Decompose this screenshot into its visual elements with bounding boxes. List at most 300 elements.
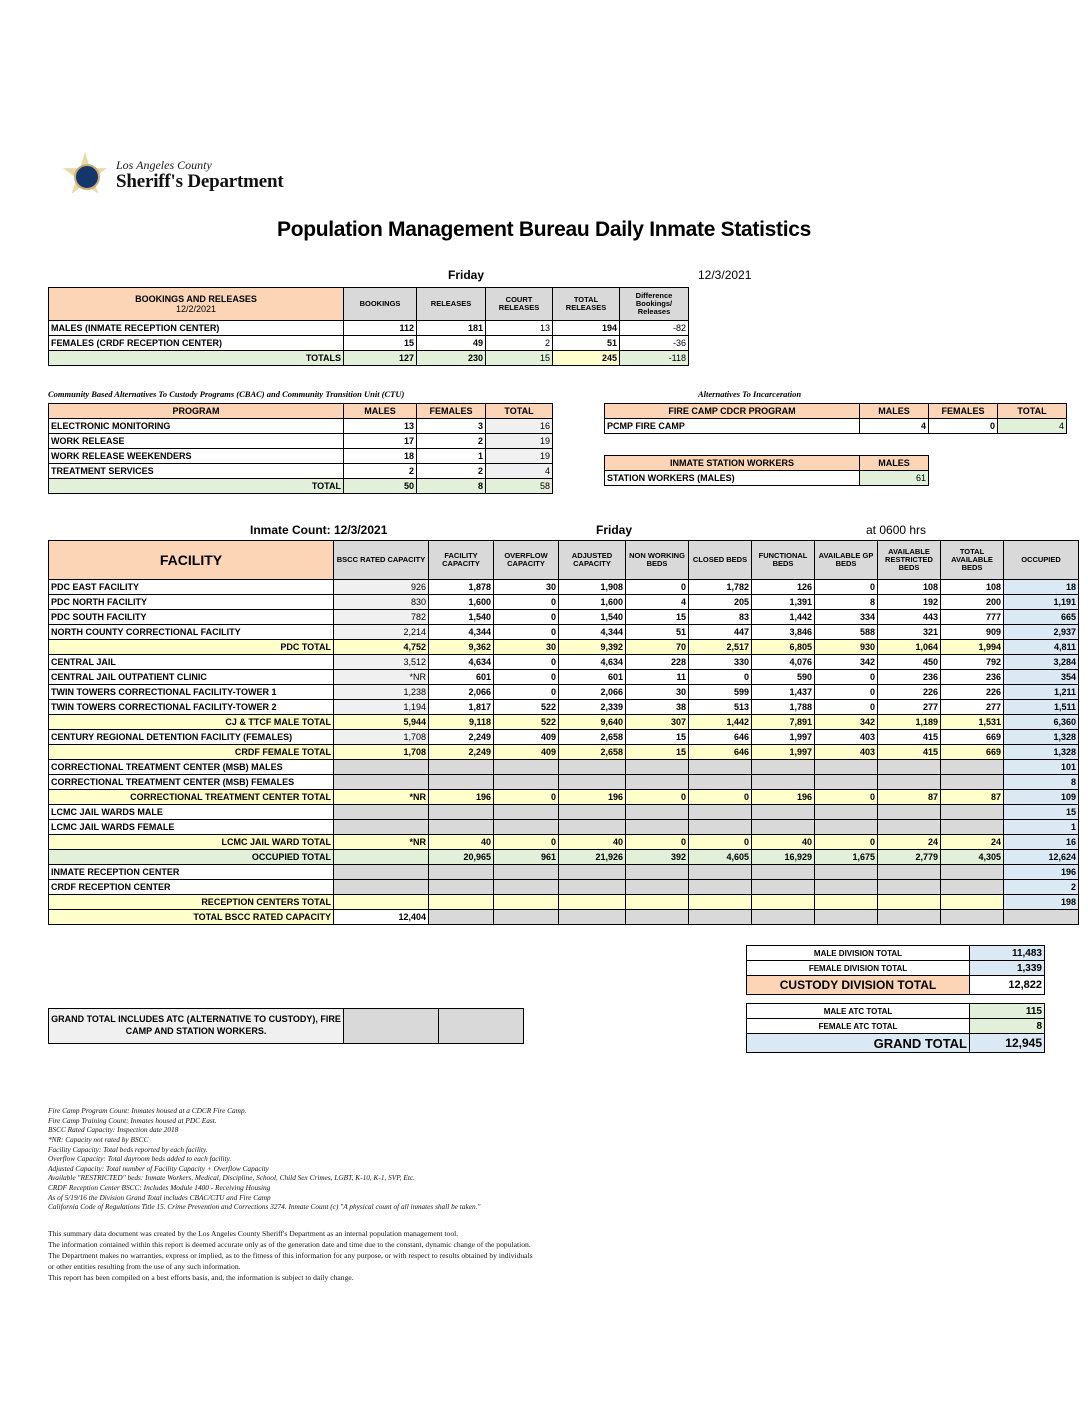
cell-nonworking: 15 xyxy=(626,730,689,745)
disclaimer xyxy=(48,1228,768,1283)
cell-overflow: 0 xyxy=(494,835,559,850)
cell-overflow xyxy=(494,760,559,775)
col-bscc: BSCC RATED CAPACITY xyxy=(334,541,429,580)
cell-releases: 181 xyxy=(417,321,486,336)
table-row-totals xyxy=(49,351,689,366)
cell-overflow: 0 xyxy=(494,655,559,670)
facility-name: LCMC JAIL WARDS FEMALE xyxy=(49,820,334,835)
cell-total-available xyxy=(941,805,1004,820)
totals-label: TOTALS xyxy=(49,351,344,366)
cell-nonworking: 307 xyxy=(626,715,689,730)
facility-name: PDC NORTH FACILITY xyxy=(49,595,334,610)
cell-functional: 1,437 xyxy=(752,685,815,700)
col-functional-beds: FUNCTIONAL BEDS xyxy=(752,541,815,580)
cell-facility-capacity: 601 xyxy=(429,670,494,685)
footnote-line: *NR: Capacity not rated by BSCC xyxy=(48,1134,149,1144)
cell-functional xyxy=(752,760,815,775)
cell-functional xyxy=(752,805,815,820)
cell-males: 4 xyxy=(860,419,929,434)
totals-total: 245 xyxy=(553,351,620,366)
facility-name: CRDF RECEPTION CENTER xyxy=(49,880,334,895)
cell-bscc xyxy=(334,775,429,790)
table-row xyxy=(49,805,1079,820)
cell-facility-capacity xyxy=(429,820,494,835)
cell-occupied: 109 xyxy=(1004,790,1079,805)
cell-facility-capacity: 1,600 xyxy=(429,595,494,610)
cell-occupied: 15 xyxy=(1004,805,1079,820)
cell-facility-capacity xyxy=(429,895,494,910)
cell-closed: 4,605 xyxy=(689,850,752,865)
cell-total-available: 108 xyxy=(941,580,1004,595)
totals-diff: -118 xyxy=(620,351,689,366)
cell-total: 19 xyxy=(486,449,553,464)
cell-bscc: 782 xyxy=(334,610,429,625)
facility-name: INMATE RECEPTION CENTER xyxy=(49,865,334,880)
cell-facility-capacity xyxy=(429,910,494,925)
cell-occupied: 3,284 xyxy=(1004,655,1079,670)
cell-total-available: 236 xyxy=(941,670,1004,685)
table-row xyxy=(49,715,1079,730)
cell-functional xyxy=(752,910,815,925)
agency-logo xyxy=(62,152,284,198)
facility-name: NORTH COUNTY CORRECTIONAL FACILITY xyxy=(49,625,334,640)
cell-adjusted: 9,640 xyxy=(559,715,626,730)
cell-nonworking: 15 xyxy=(626,745,689,760)
cell-total: 4 xyxy=(486,464,553,479)
cell-total-available xyxy=(941,775,1004,790)
male-division-total-label: MALE DIVISION TOTAL xyxy=(747,946,970,961)
cell-gp xyxy=(815,910,878,925)
cell-adjusted: 21,926 xyxy=(559,850,626,865)
grand-note-text: GRAND TOTAL INCLUDES ATC (ALTERNATIVE TO CUSTODY), FIRE CAMP AND STATION WORKERS. xyxy=(49,1009,344,1044)
facility-name: PDC TOTAL xyxy=(49,640,334,655)
cell-overflow: 30 xyxy=(494,580,559,595)
firecamp-table xyxy=(604,403,1067,434)
footnote-line: Fire Camp Training Count: Inmates housed at PDC East. xyxy=(48,1115,217,1125)
cell-closed xyxy=(689,880,752,895)
cell-gp xyxy=(815,895,878,910)
cell-nonworking: 4 xyxy=(626,595,689,610)
col-total: TOTAL xyxy=(998,404,1067,419)
cell-nonworking: 70 xyxy=(626,640,689,655)
grand-total-label: GRAND TOTAL xyxy=(747,1034,970,1053)
division-totals-table xyxy=(746,945,1045,995)
row-label: FEMALES (CRDF RECEPTION CENTER) xyxy=(49,336,344,351)
cell-functional: 1,442 xyxy=(752,610,815,625)
cell-restricted: 226 xyxy=(878,685,941,700)
custody-division-total-label: CUSTODY DIVISION TOTAL xyxy=(747,976,970,995)
col-available-restricted-beds: AVAILABLE RESTRICTED BEDS xyxy=(878,541,941,580)
cell-bscc xyxy=(334,895,429,910)
cell-occupied: 2 xyxy=(1004,880,1079,895)
cell-occupied: 101 xyxy=(1004,760,1079,775)
col-station-workers: INMATE STATION WORKERS xyxy=(605,456,860,471)
cell-total-available xyxy=(941,880,1004,895)
cell-closed: 646 xyxy=(689,730,752,745)
cell-gp: 403 xyxy=(815,730,878,745)
cell-adjusted xyxy=(559,805,626,820)
table-row xyxy=(49,820,1079,835)
col-facility: FACILITY xyxy=(49,541,334,580)
cell-closed: 330 xyxy=(689,655,752,670)
totals-females: 8 xyxy=(417,479,486,494)
cell-facility-capacity: 1,817 xyxy=(429,700,494,715)
cell-diff: -36 xyxy=(620,336,689,351)
table-row xyxy=(49,336,689,351)
cell-nonworking xyxy=(626,760,689,775)
cell-bscc: 926 xyxy=(334,580,429,595)
totals-total: 58 xyxy=(486,479,553,494)
table-row xyxy=(49,835,1079,850)
cell-functional: 40 xyxy=(752,835,815,850)
cell-functional xyxy=(752,775,815,790)
female-atc-total-label: FEMALE ATC TOTAL xyxy=(747,1019,970,1034)
cell-closed: 205 xyxy=(689,595,752,610)
cell-total-available xyxy=(941,865,1004,880)
cell-total-available: 669 xyxy=(941,730,1004,745)
cell-restricted: 87 xyxy=(878,790,941,805)
cell-occupied: 1,511 xyxy=(1004,700,1079,715)
grand-total-note xyxy=(48,1008,524,1044)
cell-total-available: 1,531 xyxy=(941,715,1004,730)
table-row xyxy=(49,449,553,464)
cell-nonworking: 228 xyxy=(626,655,689,670)
cell-occupied: 1,211 xyxy=(1004,685,1079,700)
cell-occupied: 6,360 xyxy=(1004,715,1079,730)
table-row xyxy=(49,685,1079,700)
cell-facility-capacity xyxy=(429,805,494,820)
cell-adjusted: 1,600 xyxy=(559,595,626,610)
facility-name: CORRECTIONAL TREATMENT CENTER TOTAL xyxy=(49,790,334,805)
table-row xyxy=(747,1019,1045,1034)
male-atc-total-value: 115 xyxy=(970,1004,1045,1019)
bookings-date: 12/3/2021 xyxy=(698,268,752,282)
cell-adjusted: 2,658 xyxy=(559,745,626,760)
cell-closed xyxy=(689,895,752,910)
cell-closed: 83 xyxy=(689,610,752,625)
cell-males: 13 xyxy=(344,419,417,434)
cell-adjusted: 601 xyxy=(559,670,626,685)
cell-adjusted: 4,344 xyxy=(559,625,626,640)
cell-functional: 16,929 xyxy=(752,850,815,865)
cell-functional: 1,788 xyxy=(752,700,815,715)
col-males: MALES xyxy=(344,404,417,419)
cell-overflow xyxy=(494,880,559,895)
cell-adjusted: 2,066 xyxy=(559,685,626,700)
cell-nonworking xyxy=(626,820,689,835)
female-division-total-value: 1,339 xyxy=(970,961,1045,976)
cell-restricted: 1,064 xyxy=(878,640,941,655)
cell-facility-capacity xyxy=(429,775,494,790)
cell-total-available: 1,994 xyxy=(941,640,1004,655)
table-row-totals xyxy=(49,479,553,494)
cell-occupied: 18 xyxy=(1004,580,1079,595)
station-workers-table xyxy=(604,455,929,486)
table-row xyxy=(747,946,1045,961)
cell-adjusted: 2,339 xyxy=(559,700,626,715)
cell-bscc xyxy=(334,880,429,895)
col-releases: RELEASES xyxy=(417,288,486,321)
table-row xyxy=(747,1034,1045,1053)
cell-overflow: 409 xyxy=(494,745,559,760)
cell-closed: 0 xyxy=(689,670,752,685)
footnote-line: California Code of Regulations Title 15. Crime Prevention and Corrections 3274. Inmate Count (c) "A physical count of all inmates shall be taken." xyxy=(48,1202,481,1212)
cell-closed: 599 xyxy=(689,685,752,700)
cell-closed: 0 xyxy=(689,835,752,850)
table-row xyxy=(49,895,1079,910)
cell-adjusted xyxy=(559,760,626,775)
table-row xyxy=(49,640,1079,655)
cell-functional: 1,997 xyxy=(752,730,815,745)
facility-name: CRDF FEMALE TOTAL xyxy=(49,745,334,760)
cell-functional xyxy=(752,895,815,910)
cell-total-available: 24 xyxy=(941,835,1004,850)
facility-name: TWIN TOWERS CORRECTIONAL FACILITY-TOWER 1 xyxy=(49,685,334,700)
sheriff-star-icon xyxy=(62,152,108,198)
cell-gp xyxy=(815,805,878,820)
cell-gp: 8 xyxy=(815,595,878,610)
cell-gp: 0 xyxy=(815,835,878,850)
facility-time: at 0600 hrs xyxy=(866,523,927,537)
cell-occupied: 4,811 xyxy=(1004,640,1079,655)
cell-closed: 1,782 xyxy=(689,580,752,595)
table-row xyxy=(747,1004,1045,1019)
cell-closed: 646 xyxy=(689,745,752,760)
facility-table xyxy=(48,540,1079,925)
table-row xyxy=(49,655,1079,670)
footnote-line: Overflow Capacity: Total dayroom beds added to each facility. xyxy=(48,1154,232,1164)
cell-restricted: 1,189 xyxy=(878,715,941,730)
table-row xyxy=(747,961,1045,976)
col-available-gp-beds: AVAILABLE GP BEDS xyxy=(815,541,878,580)
cell-total: 51 xyxy=(553,336,620,351)
cell-total-available: 277 xyxy=(941,700,1004,715)
cell-bscc: *NR xyxy=(334,670,429,685)
cell-restricted: 415 xyxy=(878,745,941,760)
table-row xyxy=(49,464,553,479)
bookings-day: Friday xyxy=(448,268,485,282)
cell-overflow xyxy=(494,775,559,790)
cell-facility-capacity: 40 xyxy=(429,835,494,850)
cell-gp: 342 xyxy=(815,655,878,670)
cell-closed: 0 xyxy=(689,790,752,805)
cell-total-available: 87 xyxy=(941,790,1004,805)
cell-nonworking: 0 xyxy=(626,835,689,850)
cell-total-available: 792 xyxy=(941,655,1004,670)
cell-restricted xyxy=(878,910,941,925)
cell-nonworking: 30 xyxy=(626,685,689,700)
cell-restricted: 2,779 xyxy=(878,850,941,865)
cell-gp xyxy=(815,820,878,835)
facility-day: Friday xyxy=(596,523,633,537)
cell-bscc: *NR xyxy=(334,835,429,850)
footnote-line: Fire Camp Program Count: Inmates housed at a CDCR Fire Camp. xyxy=(48,1106,247,1115)
facility-name: CJ & TTCF MALE TOTAL xyxy=(49,715,334,730)
cell-total-available xyxy=(941,910,1004,925)
row-label: PCMP FIRE CAMP xyxy=(605,419,860,434)
footnote-line: Facility Capacity: Total beds reported by each facility. xyxy=(48,1144,208,1154)
cell-facility-capacity: 4,634 xyxy=(429,655,494,670)
cell-nonworking xyxy=(626,805,689,820)
cell-occupied: 1 xyxy=(1004,820,1079,835)
male-division-total-value: 11,483 xyxy=(970,946,1045,961)
cell-gp xyxy=(815,760,878,775)
table-row xyxy=(605,419,1067,434)
cell-occupied: 12,624 xyxy=(1004,850,1079,865)
row-label: STATION WORKERS (MALES) xyxy=(605,471,860,486)
table-row xyxy=(49,670,1079,685)
facility-name: RECEPTION CENTERS TOTAL xyxy=(49,895,334,910)
cell-adjusted: 9,392 xyxy=(559,640,626,655)
cell-adjusted: 1,908 xyxy=(559,580,626,595)
cell-occupied: 16 xyxy=(1004,835,1079,850)
cell-closed xyxy=(689,760,752,775)
cell-gp: 0 xyxy=(815,700,878,715)
table-row xyxy=(49,880,1079,895)
cell-releases: 49 xyxy=(417,336,486,351)
cell-functional: 1,997 xyxy=(752,745,815,760)
cell-gp: 0 xyxy=(815,670,878,685)
cell-closed: 1,442 xyxy=(689,715,752,730)
footnotes xyxy=(48,1106,768,1212)
table-row xyxy=(49,321,689,336)
cell-males: 17 xyxy=(344,434,417,449)
row-label: TREATMENT SERVICES xyxy=(49,464,344,479)
cell-restricted: 108 xyxy=(878,580,941,595)
facility-name: CENTRAL JAIL xyxy=(49,655,334,670)
logo-line-1: Los Angeles County xyxy=(116,158,212,172)
cell-nonworking: 392 xyxy=(626,850,689,865)
table-row xyxy=(49,865,1079,880)
cell-closed: 2,517 xyxy=(689,640,752,655)
col-overflow-capacity: OVERFLOW CAPACITY xyxy=(494,541,559,580)
cell-bscc: *NR xyxy=(334,790,429,805)
col-occupied: OCCUPIED xyxy=(1004,541,1079,580)
cell-closed xyxy=(689,910,752,925)
cell-gp xyxy=(815,865,878,880)
cell-total: 194 xyxy=(553,321,620,336)
bookings-table xyxy=(48,287,689,366)
cell-nonworking xyxy=(626,895,689,910)
cell-facility-capacity: 2,249 xyxy=(429,730,494,745)
cell-nonworking: 11 xyxy=(626,670,689,685)
table-row xyxy=(49,580,1079,595)
cell-total-available: 909 xyxy=(941,625,1004,640)
cell-total-available: 669 xyxy=(941,745,1004,760)
cell-bscc: 4,752 xyxy=(334,640,429,655)
cell-overflow: 961 xyxy=(494,850,559,865)
cell-restricted: 443 xyxy=(878,610,941,625)
cell-bscc: 1,708 xyxy=(334,730,429,745)
cell-functional: 4,076 xyxy=(752,655,815,670)
col-total: TOTAL xyxy=(486,404,553,419)
cell-total-available: 4,305 xyxy=(941,850,1004,865)
cbac-table xyxy=(48,403,553,494)
cell-court: 2 xyxy=(486,336,553,351)
table-row xyxy=(747,976,1045,995)
cell-overflow: 0 xyxy=(494,790,559,805)
col-males: MALES xyxy=(860,404,929,419)
cell-occupied: 198 xyxy=(1004,895,1079,910)
cell-restricted: 321 xyxy=(878,625,941,640)
bookings-header-date: 12/2/2021 xyxy=(175,304,217,314)
table-row xyxy=(605,471,929,486)
cell-gp: 930 xyxy=(815,640,878,655)
alt-caption: Alternatives To Incarceration xyxy=(698,389,802,399)
cell-occupied: 354 xyxy=(1004,670,1079,685)
cell-bookings: 15 xyxy=(344,336,417,351)
footnote-line: As of 5/19/16 the Division Grand Total includes CBAC/CTU and Fire Camp xyxy=(48,1192,271,1202)
cell-adjusted: 1,540 xyxy=(559,610,626,625)
cell-restricted xyxy=(878,880,941,895)
cell-total-available xyxy=(941,820,1004,835)
cell-overflow: 30 xyxy=(494,640,559,655)
col-non-working-beds: NON WORKING BEDS xyxy=(626,541,689,580)
cell-restricted: 415 xyxy=(878,730,941,745)
cell-overflow xyxy=(494,805,559,820)
cell-bscc: 12,404 xyxy=(334,910,429,925)
cell-overflow: 409 xyxy=(494,730,559,745)
female-atc-total-value: 8 xyxy=(970,1019,1045,1034)
cell-functional: 126 xyxy=(752,580,815,595)
cell-restricted xyxy=(878,895,941,910)
cell-restricted xyxy=(878,775,941,790)
grand-total-value: 12,945 xyxy=(970,1034,1045,1053)
cell-nonworking: 38 xyxy=(626,700,689,715)
facility-name: PDC SOUTH FACILITY xyxy=(49,610,334,625)
cell-females: 2 xyxy=(417,434,486,449)
cell-gp: 0 xyxy=(815,685,878,700)
footnote-line: Adjusted Capacity: Total number of Facility Capacity + Overflow Capacity xyxy=(48,1163,269,1173)
table-row xyxy=(49,760,1079,775)
table-row xyxy=(49,850,1079,865)
male-atc-total-label: MALE ATC TOTAL xyxy=(747,1004,970,1019)
col-total-releases: TOTAL RELEASES xyxy=(553,288,620,321)
cell-gp xyxy=(815,880,878,895)
cell-females: 2 xyxy=(417,464,486,479)
cell-adjusted xyxy=(559,880,626,895)
table-row xyxy=(49,910,1079,925)
cell-total-available: 200 xyxy=(941,595,1004,610)
cell-occupied xyxy=(1004,910,1079,925)
cell-overflow: 0 xyxy=(494,670,559,685)
col-facility-capacity: FACILITY CAPACITY xyxy=(429,541,494,580)
col-closed-beds: CLOSED BEDS xyxy=(689,541,752,580)
cell-overflow: 522 xyxy=(494,715,559,730)
cell-nonworking: 0 xyxy=(626,790,689,805)
cell-functional: 1,391 xyxy=(752,595,815,610)
cell-restricted: 236 xyxy=(878,670,941,685)
cell-court: 13 xyxy=(486,321,553,336)
row-label: WORK RELEASE WEEKENDERS xyxy=(49,449,344,464)
cell-nonworking: 51 xyxy=(626,625,689,640)
cell-nonworking xyxy=(626,910,689,925)
cell-closed: 513 xyxy=(689,700,752,715)
cell-males: 61 xyxy=(860,471,929,486)
totals-label: TOTAL xyxy=(49,479,344,494)
cell-bscc xyxy=(334,805,429,820)
cell-overflow: 0 xyxy=(494,595,559,610)
totals-males: 50 xyxy=(344,479,417,494)
cell-total: 16 xyxy=(486,419,553,434)
footnote-line: BSCC Rated Capacity: Inspection date 2018 xyxy=(48,1125,179,1135)
row-label: WORK RELEASE xyxy=(49,434,344,449)
cell-nonworking xyxy=(626,880,689,895)
table-row xyxy=(49,730,1079,745)
table-row xyxy=(49,790,1079,805)
cell-total-available: 226 xyxy=(941,685,1004,700)
col-females: FEMALES xyxy=(929,404,998,419)
